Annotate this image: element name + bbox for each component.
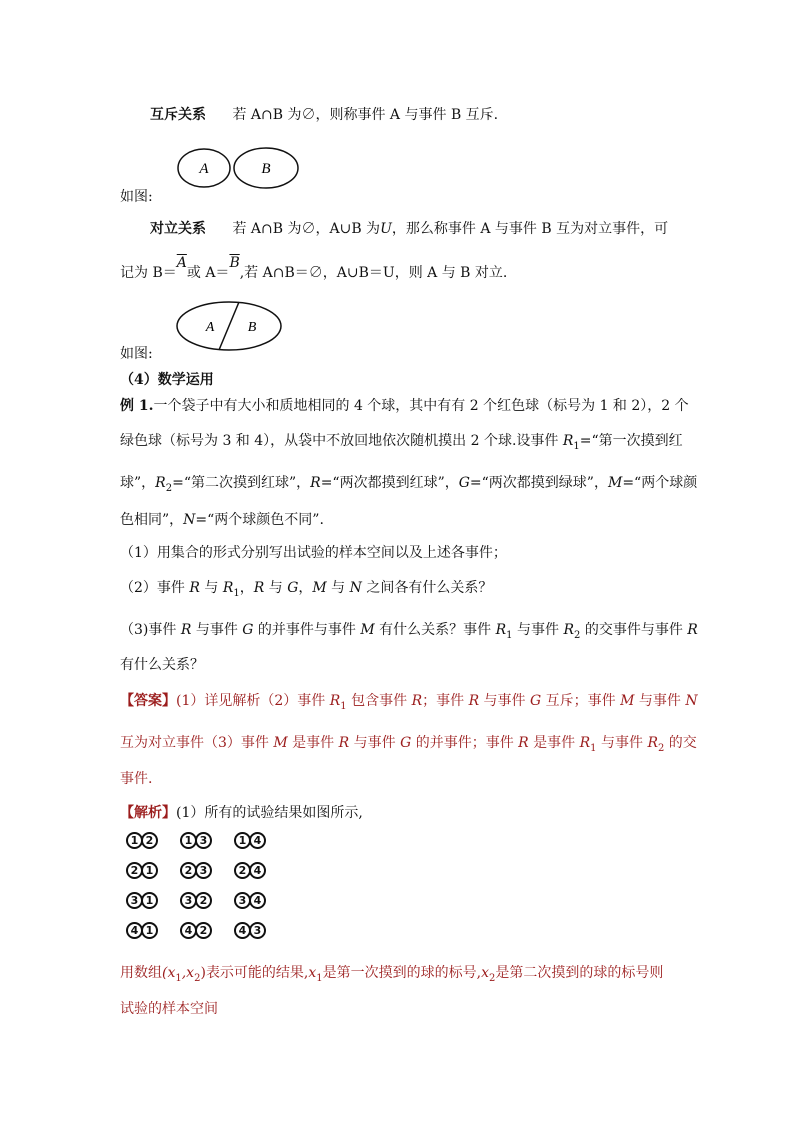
m-var: M: [607, 475, 623, 491]
outcome-pair: [234, 832, 264, 849]
al2f: 与事件: [596, 735, 648, 751]
al2-m: M: [273, 735, 288, 751]
b-bar: $\overline{B}$: [229, 255, 240, 271]
ball-1: 1: [141, 862, 158, 879]
ball-2: 2: [195, 922, 212, 939]
c1i: 是第二次摸到的球的标号则: [495, 965, 664, 981]
c1d: ): [200, 965, 206, 981]
ball-2: 2: [141, 832, 158, 849]
outcome-row: [126, 862, 268, 879]
opposite-figure: [175, 300, 285, 352]
q2b: 与: [199, 580, 223, 596]
outcome-row: [126, 922, 268, 939]
ball-1: 1: [180, 832, 197, 849]
ball-4: 4: [180, 922, 197, 939]
q3-r2-sub: 2: [574, 629, 581, 641]
al2-g: G: [400, 735, 412, 751]
opposite-line2a: 记为 B＝: [120, 265, 177, 281]
q3d: 有什么关系？事件: [374, 622, 496, 638]
q2-m: M: [312, 580, 327, 596]
ellipse-a-label: A: [205, 320, 215, 335]
ellipse-b-label: B: [247, 320, 257, 335]
outcome-pair: [180, 892, 210, 909]
mutex-fig-label: 如图:: [120, 189, 153, 205]
r-var: R: [310, 475, 321, 491]
al2e: 是事件: [528, 735, 580, 751]
r2: R: [155, 475, 166, 491]
ball-3: 3: [234, 892, 251, 909]
outcome-pair: [126, 922, 156, 939]
r1: R: [562, 433, 574, 449]
example-text3f: =“两次都摸到绿球”，: [469, 475, 608, 491]
c1g: 是第一次摸到的球的标号,: [322, 965, 482, 981]
analysis-label: 【解析】: [120, 805, 176, 821]
example-line3: [120, 472, 697, 494]
outcome-row: [126, 892, 268, 909]
ball-3: 3: [195, 832, 212, 849]
a-bar: $\overline{A}$: [176, 255, 187, 271]
ball-1: 1: [141, 922, 158, 939]
analysis-text: (1）所有的试验结果如图所示,: [176, 805, 363, 821]
a5: 互斥；事件: [541, 693, 621, 709]
ball-2: 2: [180, 862, 197, 879]
al2g: 的交: [664, 735, 697, 751]
q3b: 与事件: [191, 622, 243, 638]
c1h: x: [481, 965, 490, 981]
c1f: x: [308, 965, 317, 981]
q3e: 与事件: [512, 622, 564, 638]
opposite-title: 对立关系: [150, 221, 206, 237]
ball-1: 1: [126, 832, 143, 849]
a-r1: R: [329, 693, 341, 709]
n-var: N: [183, 512, 196, 528]
question-3-cont: 有什么关系？: [120, 657, 204, 673]
a3: ；事件: [422, 693, 469, 709]
outcome-pair: [126, 862, 156, 879]
q2d: 与: [264, 580, 288, 596]
ball-3: 3: [195, 862, 212, 879]
opposite-text2: ，那么称事件 A 与事件 B 互为对立事件，可: [391, 221, 669, 237]
example-text4a: 色相同”，: [120, 512, 184, 528]
q2-r1-sub: 1: [233, 587, 240, 599]
q3-g: G: [242, 622, 254, 638]
r2-sub: 2: [165, 482, 173, 494]
question-2: [120, 577, 492, 599]
opposite-line2: [120, 255, 508, 282]
q2-g: G: [287, 580, 299, 596]
ball-3: 3: [126, 892, 143, 909]
q2-r2: R: [253, 580, 265, 596]
q3c: 的并事件与事件: [253, 622, 361, 638]
answer-line3: 事件.: [120, 771, 153, 787]
q2f: 与: [326, 580, 350, 596]
a4: 与事件: [479, 693, 531, 709]
opposite-line1: [150, 218, 668, 238]
c1b: (x: [162, 965, 176, 981]
q3-r: R: [180, 622, 192, 638]
q3-r1-sub: 1: [506, 629, 513, 641]
opposite-fig-label: 如图:: [120, 346, 153, 362]
mutex-title: 互斥关系: [150, 107, 206, 123]
q2-r1: R: [222, 580, 234, 596]
a-n: N: [685, 693, 698, 709]
ball-4: 4: [234, 922, 251, 939]
divider-line: [219, 302, 239, 350]
al2d: 的并事件；事件: [411, 735, 519, 751]
ball-2: 2: [234, 862, 251, 879]
q2e: ，: [298, 580, 313, 596]
outcome-pair: [180, 832, 210, 849]
example-line4: [120, 509, 324, 529]
outcome-pair: [180, 922, 210, 939]
example-text3h: =“两个球颜: [622, 475, 698, 491]
al2a: 互为对立事件（3）事件: [120, 735, 274, 751]
q3-r1: R: [495, 622, 507, 638]
a2: 包含事件: [346, 693, 412, 709]
example-text2a: 绿色球（标号为 3 和 4），从袋中不放回地依次随机摸出 2 个球.设事件: [120, 433, 563, 449]
c1-sub1: 1: [175, 972, 182, 984]
analysis-line: [120, 802, 363, 822]
example-text3d: =“两次都摸到红球”，: [320, 475, 459, 491]
answer-label: 【答案】: [120, 693, 176, 709]
circle-a-label: A: [199, 161, 209, 177]
al2-r: R: [338, 735, 350, 751]
r1-sub: 1: [573, 440, 580, 452]
a-r1-sub: 1: [340, 700, 347, 712]
example-text3a: 球”，: [120, 475, 156, 491]
ball-3: 3: [249, 922, 266, 939]
ball-4: 4: [249, 862, 266, 879]
a-r2: R: [468, 693, 480, 709]
ball-4: 4: [249, 832, 266, 849]
example-text3b: =“第二次摸到红球”，: [172, 475, 311, 491]
q2-n: N: [349, 580, 362, 596]
q3f: 的交事件与事件: [580, 622, 688, 638]
outcome-pair: [234, 922, 264, 939]
example-label: 例 1.: [120, 398, 154, 414]
q2g: 之间各有什么关系？: [361, 580, 493, 596]
opposite-line2c: ,若 A∩B＝∅，A∪B＝U，则 A 与 B 对立.: [239, 265, 508, 281]
example-text2b: =“第一次摸到红: [579, 433, 683, 449]
example-text4c: =“两个球颜色不同”.: [195, 512, 324, 528]
mutex-line: [150, 104, 498, 124]
al2-r2b: R: [647, 735, 658, 751]
mutex-text: 若 A∩B 为∅，则称事件 A 与事件 B 互斥.: [232, 107, 499, 123]
al2b: 是事件: [287, 735, 339, 751]
mutex-figure: [176, 146, 302, 194]
question-1: （1）用集合的形式分别写出试验的样本空间以及上述各事件；: [120, 545, 507, 561]
q3a: （3)事件: [120, 622, 181, 638]
answer-line1: [120, 690, 698, 712]
answer-line2: [120, 732, 697, 754]
q2-r: R: [189, 580, 200, 596]
q3-r-last: R: [687, 622, 698, 638]
ball-4: 4: [249, 892, 266, 909]
al2-r1: R: [579, 735, 591, 751]
q3-r2: R: [563, 622, 574, 638]
ball-1: 1: [141, 892, 158, 909]
a-g: G: [530, 693, 542, 709]
al2-r2-sub: 2: [657, 742, 665, 754]
outcome-pair: [234, 862, 264, 879]
conclusion-line1: [120, 962, 663, 984]
outcome-pair: [126, 892, 156, 909]
c1c: ,x: [181, 965, 195, 981]
circle-b-label: B: [261, 161, 271, 177]
opposite-line2b: 或 A＝: [186, 265, 230, 281]
c1-sub3: 1: [316, 972, 323, 984]
question-3: [120, 619, 698, 641]
ball-3: 3: [180, 892, 197, 909]
ball-1: 1: [234, 832, 251, 849]
a-r: R: [411, 693, 423, 709]
outcome-row: [126, 832, 268, 849]
example-line2: [120, 430, 683, 452]
ball-2: 2: [126, 862, 143, 879]
q2a: （2）事件: [120, 580, 190, 596]
al2c: 与事件: [349, 735, 401, 751]
a-m: M: [620, 693, 635, 709]
outcome-pair: [180, 862, 210, 879]
c1a: 用数组: [120, 965, 162, 981]
q2c: ，: [239, 580, 254, 596]
al2-r1-sub: 1: [590, 742, 597, 754]
a6: 与事件: [634, 693, 686, 709]
a1: (1）详见解析（2）事件: [176, 693, 330, 709]
example-text1: 一个袋子中有大小和质地相同的 4 个球，其中有有 2 个红色球（标号为 1 和 2），2 个: [153, 398, 689, 414]
outcome-pair: [126, 832, 156, 849]
opposite-text1: 若 A∩B 为∅，A∪B 为: [232, 221, 381, 237]
al2-r2: R: [518, 735, 529, 751]
conclusion-line2: 试验的样本空间: [120, 1001, 218, 1017]
section-title: （4）数学运用: [120, 372, 214, 388]
q3-m: M: [360, 622, 375, 638]
example-line1: [120, 395, 689, 415]
opposite-u: U: [380, 221, 392, 237]
outcome-pair: [234, 892, 264, 909]
ball-2: 2: [195, 892, 212, 909]
ball-4: 4: [126, 922, 143, 939]
c1e: 表示可能的结果,: [205, 965, 309, 981]
c1-sub2: 2: [194, 972, 201, 984]
g-var: G: [458, 475, 470, 491]
c1-sub4: 2: [489, 972, 496, 984]
